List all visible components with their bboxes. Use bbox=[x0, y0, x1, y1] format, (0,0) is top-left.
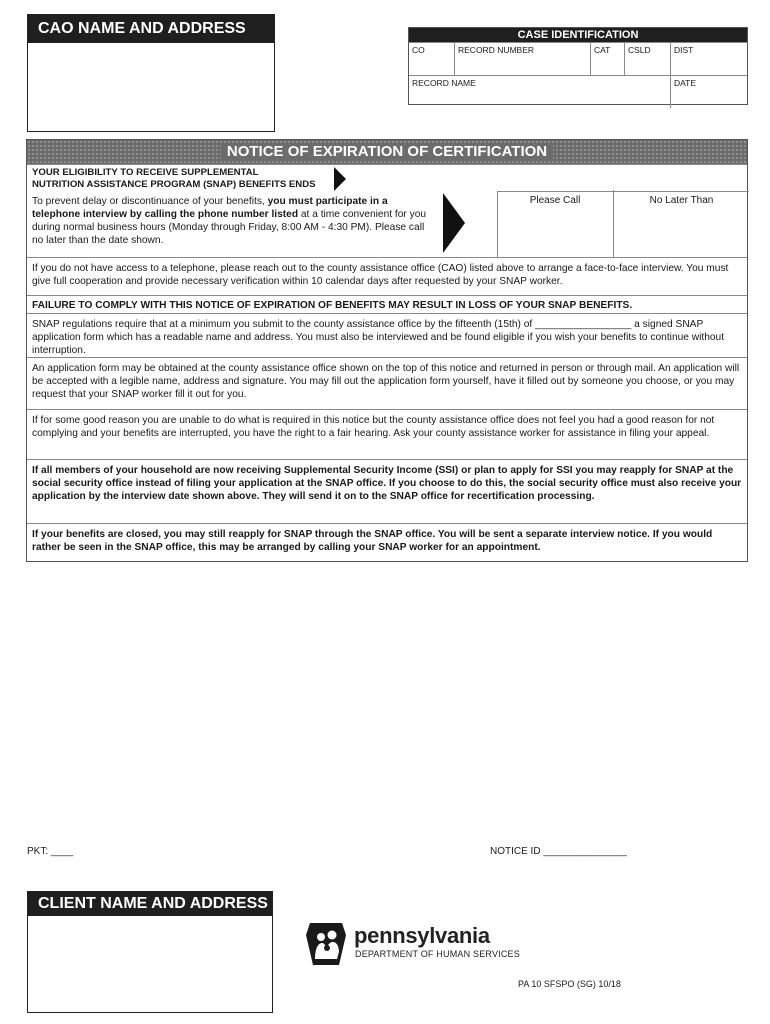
record-number-field[interactable]: RECORD NUMBER bbox=[455, 43, 591, 75]
benefits-closed-paragraph: If your benefits are closed, you may still reapply for SNAP through the SNAP office. You will be sent a separate interview notice. If you would rather be seen in the SNAP office, this may be arranged by calling your SNAP worker for an appointment. bbox=[27, 523, 747, 563]
dist-field[interactable]: DIST bbox=[674, 45, 694, 55]
form-code: PA 10 SFSPO (SG) 10/18 bbox=[518, 979, 621, 989]
notice-title-bar bbox=[27, 140, 747, 164]
case-id-row-1 bbox=[409, 42, 747, 75]
cao-address-box bbox=[27, 14, 275, 132]
co-field[interactable]: CO bbox=[409, 43, 455, 75]
cao-address-title: CAO NAME AND ADDRESS bbox=[28, 15, 274, 43]
logo-department: DEPARTMENT OF HUMAN SERVICES bbox=[355, 949, 520, 959]
ssi-paragraph: If all members of your household are now receiving Supplemental Security Income (SSI) or plan to apply for SSI you may reapply for SNAP at the social security office instead of filing your application at the SNAP office. If you choose to do this, the social security office must also receive your application by the interview date shown above. They will send it on to the SNAP office for recertification processing. bbox=[27, 459, 747, 523]
notice-title: NOTICE OF EXPIRATION OF CERTIFICATION bbox=[221, 143, 553, 160]
notice-box bbox=[26, 139, 748, 562]
eligibility-line-1: YOUR ELIGIBILITY TO RECEIVE SUPPLEMENTAL bbox=[32, 167, 259, 178]
eligibility-line-2: NUTRITION ASSISTANCE PROGRAM (SNAP) BENEFITS ENDS bbox=[32, 179, 316, 190]
case-id-row-2 bbox=[409, 75, 747, 108]
pennsylvania-logo bbox=[306, 921, 546, 969]
client-address-box bbox=[27, 891, 273, 1013]
interview-section bbox=[27, 191, 747, 257]
fair-hearing-paragraph: If for some good reason you are unable to do what is required in this notice but the county assistance office does not feel you had a good reason for not complying and your benefits are interrupted, you have the right to a fair hearing. Ask your county assistance worker for assistance in filing your appeal. bbox=[27, 409, 747, 459]
cat-field[interactable]: CAT bbox=[591, 43, 625, 75]
telephone-paragraph: If you do not have access to a telephone, please reach out to the county assistance office (CAO) listed above to arrange a face-to-face interview. You must give full cooperation and provide necessary verification within 10 calendar days after requested by your SNAP worker. bbox=[27, 257, 747, 294]
keystone-family-icon bbox=[306, 921, 346, 965]
case-identification-box bbox=[408, 27, 748, 105]
record-name-field[interactable]: RECORD NAME bbox=[409, 76, 671, 108]
notice-id-field[interactable]: NOTICE ID _______________ bbox=[490, 846, 627, 857]
csld-field[interactable]: CSLD bbox=[625, 43, 671, 75]
interview-instructions: To prevent delay or discontinuance of your benefits, you must participate in a telephone interview by calling the phone number listed at a time convenient for you during normal business hours (Monday through Friday, 8:00 AM - 4:30 PM). Please call no later than the date shown. bbox=[32, 196, 427, 246]
please-call-field[interactable]: Please Call bbox=[529, 195, 581, 206]
case-identification-title: CASE IDENTIFICATION bbox=[409, 28, 747, 42]
no-later-than-field[interactable]: No Later Than bbox=[649, 195, 714, 206]
application-form-paragraph: An application form may be obtained at the county assistance office shown on the top of this notice and returned in person or through mail. An application will be accepted with a legible name, address and signature. You may fill out the application form yourself, have it filled out by someone you choose, or you may request that your SNAP worker fill it out for you. bbox=[27, 357, 747, 409]
date-field[interactable]: DATE bbox=[674, 78, 697, 88]
regulations-paragraph: SNAP regulations require that at a minimum you submit to the county assistance office by the fifteenth (15th) of _________________ a signed SNAP application form which has a readable name and address. You must also be interviewed and be found eligible if you wish your benefits to continue without interruption. bbox=[27, 313, 747, 357]
client-address-title: CLIENT NAME AND ADDRESS bbox=[28, 892, 272, 916]
arrow-right-large-icon bbox=[443, 193, 465, 253]
pkt-field[interactable]: PKT: ____ bbox=[27, 846, 74, 857]
logo-name: pennsylvania bbox=[354, 923, 490, 948]
failure-warning: FAILURE TO COMPLY WITH THIS NOTICE OF EXPIRATION OF BENEFITS MAY RESULT IN LOSS OF YOUR SNAP BENEFITS. bbox=[27, 295, 747, 313]
arrow-right-small-icon bbox=[334, 167, 346, 191]
